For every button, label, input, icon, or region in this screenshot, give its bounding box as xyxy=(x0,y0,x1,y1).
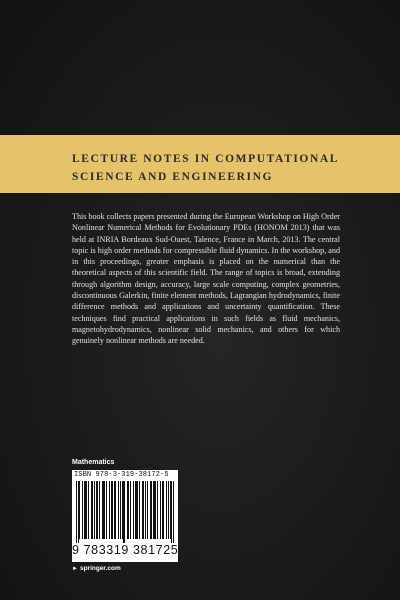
barcode-bar xyxy=(109,481,110,539)
barcode-bar xyxy=(118,481,119,539)
barcode-bar xyxy=(92,481,93,539)
subject-label: Mathematics xyxy=(72,459,115,466)
barcode-bar xyxy=(111,481,112,539)
barcode-bar xyxy=(127,481,128,539)
barcode-bar xyxy=(97,481,98,539)
publisher-link[interactable] xyxy=(72,565,121,572)
barcode-bar xyxy=(124,481,125,543)
barcode-bar xyxy=(157,481,158,539)
barcode-bar xyxy=(154,481,155,539)
barcode-bar xyxy=(123,481,124,543)
back-cover-blurb: This book collects papers presented during the European Workshop on High Order Nonlinear Numerical Methods for Evolutionary PDEs (HONOM 2013) that was held at INRIA Bordeaux Sud-Ouest, Talence, France in March, 2013. The central topic is high order methods for compressible fluid dynamics. In the workshop, and in this proceedings, greater emphasis is placed on the numerical than the theoretical aspects of this scientific field. The range of topics is broad, extending through algorithm design, accuracy, large scale computing, complex geometries, discontinuous Galerkin, finite element methods, Lagrangian hydrodynamics, finite difference methods and applications and uncertainty quantification. These techniques find practical applications in such fields as fluid mechanics, magnetohydrodynamics, nonlinear solid mechanics, and others for which genuinely nonlinear methods are needed. xyxy=(72,212,340,346)
barcode-bar xyxy=(82,481,83,539)
barcode-bar xyxy=(142,481,143,539)
barcode-bar xyxy=(94,481,95,539)
barcode-bar xyxy=(85,481,86,539)
barcode-bar xyxy=(145,481,146,539)
barcode-bar xyxy=(102,481,103,539)
barcode-number: 9 783319 381725 xyxy=(72,543,179,557)
barcode-bar xyxy=(155,481,156,539)
barcode-bar xyxy=(171,481,172,543)
barcode-bar xyxy=(114,481,115,539)
barcode-bar xyxy=(96,481,97,539)
barcode-bar xyxy=(130,481,131,539)
barcode-bar xyxy=(173,481,174,543)
barcode-bar xyxy=(128,481,129,539)
barcode-bar xyxy=(122,481,123,539)
barcode-bar xyxy=(139,481,140,539)
barcode-bar xyxy=(168,481,169,539)
barcode-bar xyxy=(150,481,151,539)
barcode-bar xyxy=(115,481,116,539)
cover-dark-top xyxy=(0,0,400,135)
barcode-bar xyxy=(143,481,144,539)
arrow-right-icon: ► xyxy=(72,566,78,572)
barcode-bar xyxy=(163,481,164,539)
barcode-icon xyxy=(74,481,176,543)
barcode-bar xyxy=(136,481,137,539)
barcode-bar xyxy=(79,481,80,539)
barcode-bar xyxy=(91,481,92,539)
barcode-bar xyxy=(86,481,87,539)
barcode-bar xyxy=(166,481,167,539)
barcode-bar xyxy=(162,481,163,539)
barcode-bar xyxy=(151,481,152,539)
barcode-bar xyxy=(104,481,105,539)
barcode-bar xyxy=(103,481,104,539)
series-title: LECTURE NOTES IN COMPUTATIONAL SCIENCE AND ENGINEERING xyxy=(72,153,339,183)
barcode-bar xyxy=(160,481,161,539)
barcode-bar xyxy=(78,481,79,543)
barcode-bar xyxy=(84,481,85,539)
barcode-bar xyxy=(88,481,89,539)
barcode-bar xyxy=(153,481,154,539)
publisher-url: springer.com xyxy=(79,565,121,572)
barcode-bar xyxy=(106,481,107,539)
barcode-bar xyxy=(99,481,100,539)
barcode-bar xyxy=(76,481,77,543)
barcode-bar xyxy=(112,481,113,539)
isbn-text: ISBN 978-3-319-38172-5 xyxy=(74,471,169,479)
barcode-bar xyxy=(120,481,121,539)
barcode-bar xyxy=(135,481,136,539)
barcode-box xyxy=(72,470,178,562)
barcode-bar xyxy=(170,481,171,539)
barcode-bar xyxy=(147,481,148,539)
barcode-bar xyxy=(133,481,134,539)
barcode-bar xyxy=(137,481,138,539)
